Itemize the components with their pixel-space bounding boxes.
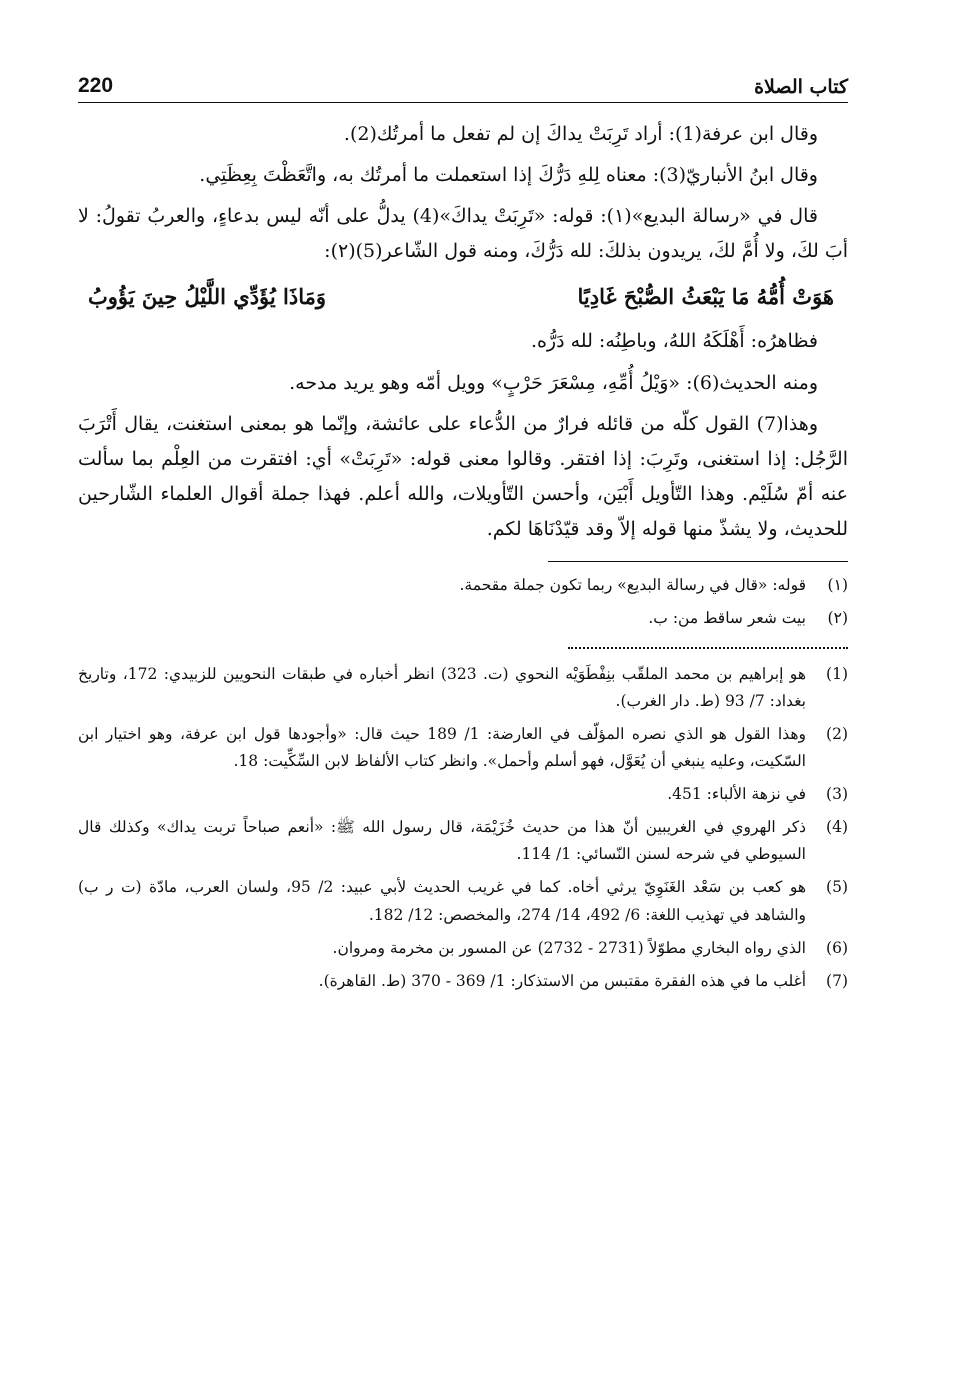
paragraph: قال في «رسالة البديع»(١): قوله: «تَرِبَتْ يداكَ»(4) يدلُّ على أنّه ليس بدعاءٍ، والعربُ تقولُ: لا أبَ لكَ، ولا أُمَّ لكَ، يريدون بذلكَ: لله دَرُّكَ، ومنه قول الشّاعر(5)(٢): bbox=[78, 205, 848, 263]
paragraph: وهذا(7) القول كلّه من قائله فرارٌ من الدُّعاء على عائشة، وإنّما هو بمعنى استغنت، يقال أَتْرَبَ الرَّجُل: إذا استغنى، وتَرِبَ: إذا افتقر. وقالوا معنى قوله: «تَرِبَتْ» أي: افتقرت من العِلْم بما سألت عنه أمّ سُلَيْم. وهذا التّأويل أَبْيَن، وأحسن التّأويلات، والله أعلم. فهذا جملة أقوال العلماء الشّارحين للحديث، ولا يشذّ منها قوله إلاّ وقد قيّدْنَاهَا لكم. bbox=[78, 412, 849, 541]
footnote-text: هو كعب بن سَعْد الغَنَوِيّ يرثي أخاه. كما في غريب الحديث لأبي عبيد: 2/ 95، ولسان العرب، مادّة (ت ر ب) والشاهد في تهذيب اللغة: 6/ 492، 14/ 274، والمخصص: 12/ 182. bbox=[78, 878, 806, 924]
verse-second-hemistich: وَمَاذَا يُؤَدِّي اللَّيْلُ حِينَ يَؤُوبُ bbox=[88, 283, 327, 309]
page-header bbox=[78, 68, 848, 103]
footnote bbox=[78, 814, 848, 868]
page-number: 220 bbox=[78, 74, 114, 97]
footnote-number: (6) bbox=[826, 938, 848, 957]
footnote-number: (4) bbox=[826, 818, 848, 837]
footnote bbox=[78, 874, 848, 928]
footnotes-section bbox=[78, 561, 848, 995]
paragraph: وقال ابن عرفة(1): أراد تَرِبَتْ يداكَ إن لم تفعل ما أمرتُك(2). bbox=[343, 123, 818, 145]
footnote-number: (5) bbox=[826, 878, 848, 897]
verse-first-hemistich: هَوَتْ أُمُّهُ مَا يَبْعَثُ الصُّبْحَ غَادِيًا bbox=[577, 283, 834, 309]
footnote bbox=[78, 721, 848, 775]
footnote-number: (1) bbox=[826, 664, 848, 683]
footnote-text: في نزهة الألباء: 451. bbox=[667, 785, 806, 803]
footnote bbox=[78, 935, 848, 962]
paragraph: وقال ابنُ الأنباريّ(3): معناه لِلهِ دَرُّكَ إذا استعملت ما أمرتُك به، واتَّعَظْتَ بِعِظَتِي. bbox=[199, 164, 818, 187]
footnote-number: (7) bbox=[826, 971, 848, 990]
note-text: بيت شعر ساقط من: ب. bbox=[648, 609, 806, 628]
manuscript-note bbox=[78, 605, 848, 632]
footnote bbox=[78, 968, 848, 995]
note-text: قوله: «قال في رسالة البديع» ربما تكون جملة مقحمة. bbox=[459, 576, 806, 595]
footnote-number: (2) bbox=[826, 724, 848, 743]
footnote-text: ذكر الهروي في الغريبين أنّ هذا من حديث خُزَيْمَة، قال رسول الله ﷺ: «أنعم صباحاً تربت يداك» وكذلك قال السيوطي في شرحه لسنن النّسائي: 1/ 114. bbox=[78, 818, 806, 864]
footnote-text: هو إبراهيم بن محمد الملقّب بنِفْطَوَيْه النحوي (ت. 323) انظر أخباره في طبقات النحويين للزبيدي: 172، وتاريخ بغداد: 7/ 93 (ط. دار الغرب). bbox=[78, 664, 806, 710]
footnote-text: أغلب ما في هذه الفقرة مقتبس من الاستذكار: 1/ 369 - 370 (ط. القاهرة). bbox=[318, 971, 806, 990]
footnote-text: وهذا القول هو الذي نصره المؤلّف في العارضة: 1/ 189 حيث قال: «وأجودها قول ابن عرفة، وهو اختيار ابن السّكيت، وعليه ينبغي أن يُعَوَّل، فهو أسلم وأحمل». وانظر كتاب الألفاظ لابن السِّكِّيت: 18. bbox=[78, 724, 806, 770]
page bbox=[78, 68, 848, 1001]
main-text bbox=[78, 117, 848, 547]
footnote-number: (3) bbox=[826, 785, 848, 803]
dotted-separator bbox=[568, 647, 848, 649]
paragraph: فظاهرُه: أَهْلَكَهُ اللهُ، وباطِنُه: لله دَرُّه. bbox=[530, 330, 818, 353]
footnote-separator bbox=[548, 561, 848, 562]
footnote-text: الذي رواه البخاري مطوّلاً (2731 - 2732) عن المسور بن مخرمة ومروان. bbox=[332, 938, 806, 957]
manuscript-note bbox=[78, 572, 848, 599]
paragraph: ومنه الحديث(6): «وَيْلُ أُمِّهِ، مِسْعَرَ حَرْبٍ» وويل أمّه وهو يريد مدحه. bbox=[289, 371, 818, 394]
footnote bbox=[78, 661, 848, 715]
poetry-verse bbox=[88, 278, 834, 317]
note-number: (١) bbox=[827, 576, 848, 595]
book-title: كتاب الصلاة bbox=[754, 76, 848, 98]
footnote bbox=[78, 781, 848, 808]
note-number: (٢) bbox=[827, 609, 848, 628]
